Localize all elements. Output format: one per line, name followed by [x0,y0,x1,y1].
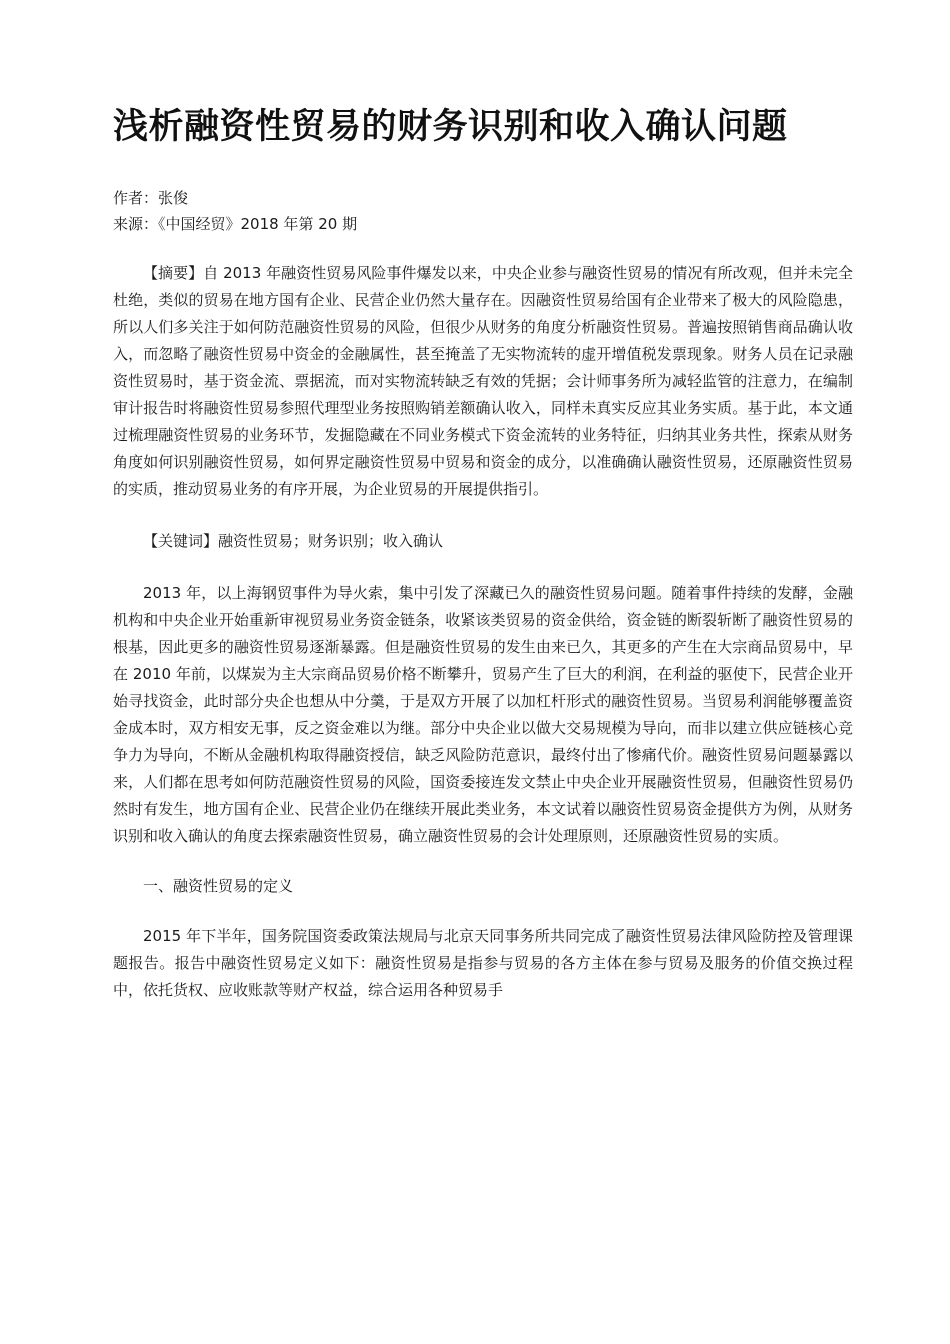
source-line: 来源：《中国经贸》2018 年第 20 期 [113,215,358,233]
author-line: 作者：张俊 [113,189,189,207]
section-heading: 一、融资性贸易的定义 [143,877,294,895]
keywords-paragraph: 【关键词】融资性贸易；财务识别；收入确认 [143,532,444,550]
document-page [113,104,853,1004]
abstract-paragraph: 【摘要】自 2013 年融资性贸易风险事件爆发以来，中央企业参与融资性贸易的情况有所改观，但并未完全杜绝，类似的贸易在地方国有企业、民营企业仍然大量存在。因融资性贸易给国有企业带来了极大的风险隐患，所以人们多关注于如何防范融资性贸易的风险，但很少从财务的角度分析融资性贸易。普遍按照销售商品确认收入，而忽略了融资性贸易中资金的金融属性，甚至掩盖了无实物流转的虚开增值税发票现象。财务人员在记录融资性贸易时，基于资金流、票据流，而对实物流转缺乏有效的凭据；会计师事务所为减轻监管的注意力，在编制审计报告时将融资性贸易参照代理型业务按照购销差额确认收入，同样未真实反应其业务实质。基于此，本文通过梳理融资性贸易的业务环节，发掘隐藏在不同业务模式下资金流转的业务特征，归纳其业务共性，探索从财务角度如何识别融资性贸易，如何界定融资性贸易中贸易和资金的成分，以准确确认融资性贸易，还原融资性贸易的实质，推动贸易业务的有序开展，为企业贸易的开展提供指引。 [113,264,853,498]
intro-paragraph: 2013 年，以上海钢贸事件为导火索，集中引发了深藏已久的融资性贸易问题。随着事件持续的发酵，金融机构和中央企业开始重新审视贸易业务资金链条，收紧该类贸易的资金供给，资金链的断裂斩断了融资性贸易的根基，因此更多的融资性贸易逐渐暴露。但是融资性贸易的发生由来已久，其更多的产生在大宗商品贸易中，早在 2010 年前，以煤炭为主大宗商品贸易价格不断攀升，贸易产生了巨大的利润，在利益的驱使下，民营企业开始寻找资金，此时部分央企也想从中分羹，于是双方开展了以加杠杆形式的融资性贸易。当贸易利润能够覆盖资金成本时，双方相安无事，反之资金难以为继。部分中央企业以做大交易规模为导向，而非以建立供应链核心竞争力为导向，不断从金融机构取得融资授信，缺乏风险防范意识，最终付出了惨痛代价。融资性贸易问题暴露以来，人们都在思考如何防范融资性贸易的风险，国资委接连发文禁止中央企业开展融资性贸易，但融资性贸易仍然时有发生，地方国有企业、民营企业仍在继续开展此类业务，本文试着以融资性贸易资金提供方为例，从财务识别和收入确认的角度去探索融资性贸易，确立融资性贸易的会计处理原则，还原融资性贸易的实质。 [113,584,853,845]
section-body-paragraph: 2015 年下半年，国务院国资委政策法规局与北京天同事务所共同完成了融资性贸易法律风险防控及管理课题报告。报告中融资性贸易定义如下：融资性贸易是指参与贸易的各方主体在参与贸易及服务的价值交换过程中，依托货权、应收账款等财产权益，综合运用各种贸易手 [113,927,853,999]
article-title: 浅析融资性贸易的财务识别和收入确认问题 [113,107,788,147]
article-meta [113,185,853,237]
